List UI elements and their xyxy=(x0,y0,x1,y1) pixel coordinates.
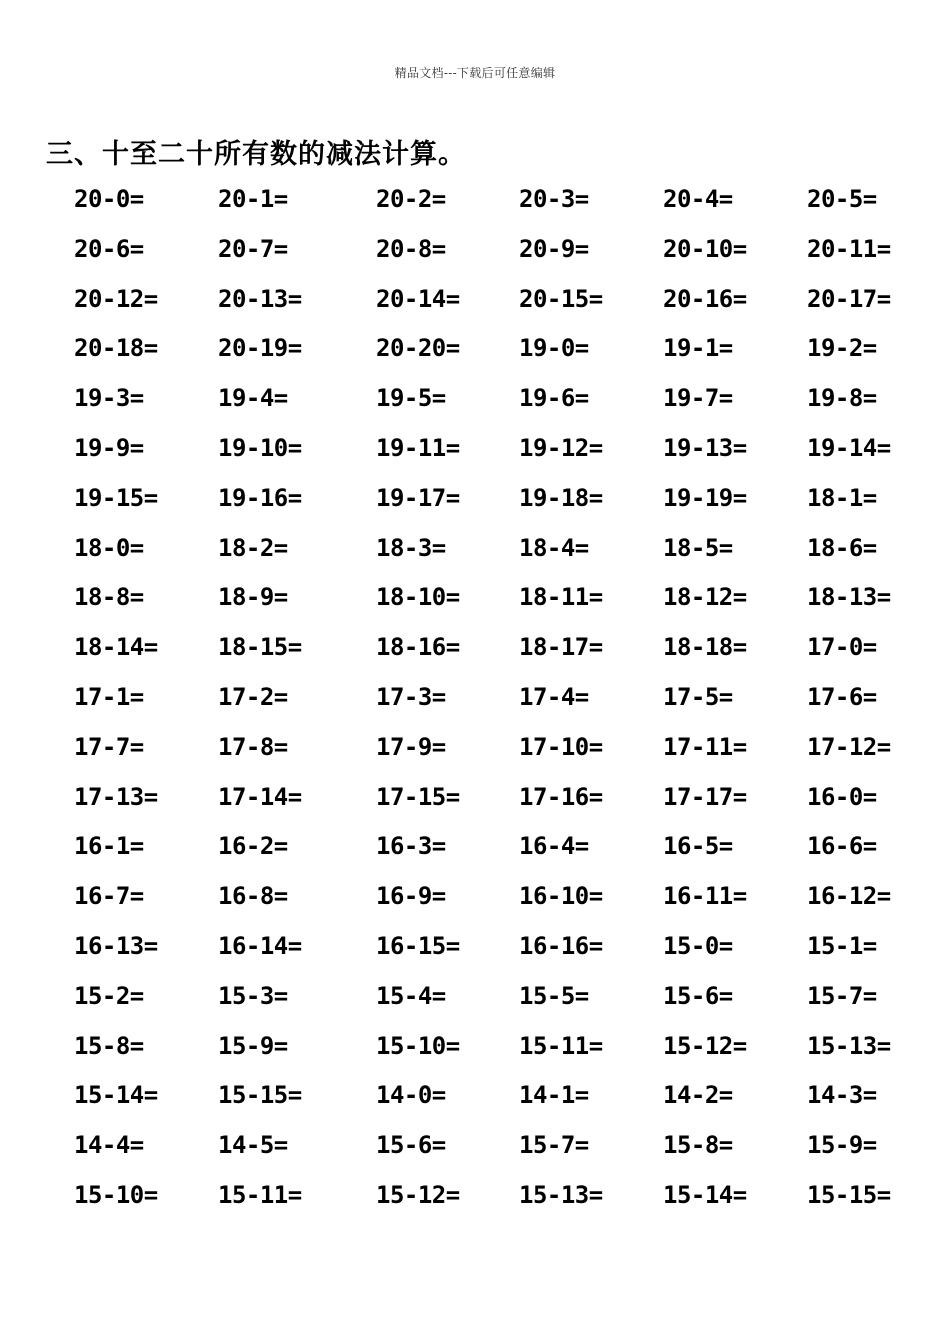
problem-row xyxy=(0,772,950,822)
subtraction-problem: 17-2= xyxy=(218,682,288,711)
subtraction-problem: 15-11= xyxy=(218,1180,302,1209)
subtraction-problem: 19-19= xyxy=(663,483,747,512)
subtraction-problem: 15-14= xyxy=(74,1081,158,1110)
subtraction-problem: 19-15= xyxy=(74,483,158,512)
subtraction-problem: 16-14= xyxy=(218,931,302,960)
subtraction-problem: 17-16= xyxy=(519,782,603,811)
problem-row xyxy=(0,373,950,423)
subtraction-problem: 15-6= xyxy=(376,1131,446,1160)
subtraction-problem: 16-9= xyxy=(376,882,446,911)
subtraction-problem: 18-8= xyxy=(74,583,144,612)
problem-row xyxy=(0,1120,950,1170)
subtraction-problem: 20-1= xyxy=(218,185,288,213)
subtraction-problem: 20-8= xyxy=(376,234,446,263)
problem-row xyxy=(0,672,950,722)
subtraction-problem: 20-18= xyxy=(74,334,158,363)
subtraction-problem: 19-4= xyxy=(218,384,288,413)
subtraction-problem: 16-5= xyxy=(663,832,733,861)
problem-row xyxy=(0,423,950,473)
subtraction-problem: 15-3= xyxy=(218,981,288,1010)
subtraction-problem: 19-14= xyxy=(807,433,891,462)
subtraction-problem: 20-13= xyxy=(218,284,302,313)
subtraction-problem: 15-9= xyxy=(807,1131,877,1160)
page-header-note: 精品文档---下载后可任意编辑 xyxy=(394,66,556,80)
subtraction-problem: 19-2= xyxy=(807,334,877,363)
subtraction-problem: 17-9= xyxy=(376,732,446,761)
subtraction-problem: 15-5= xyxy=(519,981,589,1010)
subtraction-problem: 18-18= xyxy=(663,633,747,662)
subtraction-problem: 20-19= xyxy=(218,334,302,363)
subtraction-problem: 16-8= xyxy=(218,882,288,911)
subtraction-problem: 19-16= xyxy=(218,483,302,512)
subtraction-problem: 16-15= xyxy=(376,931,460,960)
subtraction-problem: 18-4= xyxy=(519,533,589,562)
subtraction-problem: 20-20= xyxy=(376,334,460,363)
subtraction-problem: 15-12= xyxy=(376,1180,460,1209)
subtraction-problem: 14-4= xyxy=(74,1131,144,1160)
problem-row xyxy=(0,224,950,274)
subtraction-problem: 17-11= xyxy=(663,732,747,761)
subtraction-problem: 19-5= xyxy=(376,384,446,413)
subtraction-problem: 17-15= xyxy=(376,782,460,811)
subtraction-problem: 19-7= xyxy=(663,384,733,413)
subtraction-problem: 14-2= xyxy=(663,1081,733,1110)
subtraction-problem: 15-4= xyxy=(376,981,446,1010)
subtraction-problem: 16-2= xyxy=(218,832,288,861)
subtraction-problem: 15-6= xyxy=(663,981,733,1010)
subtraction-problem: 15-15= xyxy=(218,1081,302,1110)
subtraction-problem: 18-14= xyxy=(74,633,158,662)
subtraction-problem: 19-1= xyxy=(663,334,733,363)
problem-row xyxy=(0,821,950,871)
subtraction-problem: 17-5= xyxy=(663,682,733,711)
subtraction-problem: 15-1= xyxy=(807,931,877,960)
subtraction-problem: 19-3= xyxy=(74,384,144,413)
subtraction-problem: 20-2= xyxy=(376,185,446,213)
subtraction-problem: 18-11= xyxy=(519,583,603,612)
subtraction-problem: 17-12= xyxy=(807,732,891,761)
subtraction-problem: 16-10= xyxy=(519,882,603,911)
subtraction-problem: 20-3= xyxy=(519,185,589,213)
subtraction-problem: 18-0= xyxy=(74,533,144,562)
subtraction-problem: 15-7= xyxy=(519,1131,589,1160)
subtraction-problem: 20-5= xyxy=(807,185,877,213)
subtraction-problem: 18-5= xyxy=(663,533,733,562)
subtraction-problem: 17-3= xyxy=(376,682,446,711)
subtraction-problem: 16-6= xyxy=(807,832,877,861)
subtraction-problem: 20-9= xyxy=(519,234,589,263)
subtraction-problem: 15-8= xyxy=(663,1131,733,1160)
subtraction-problem: 19-6= xyxy=(519,384,589,413)
subtraction-problem: 16-3= xyxy=(376,832,446,861)
subtraction-problem: 18-15= xyxy=(218,633,302,662)
subtraction-problem: 17-8= xyxy=(218,732,288,761)
subtraction-problem: 20-4= xyxy=(663,185,733,213)
subtraction-problem: 17-1= xyxy=(74,682,144,711)
subtraction-problem: 20-12= xyxy=(74,284,158,313)
subtraction-problem: 20-6= xyxy=(74,234,144,263)
subtraction-problem: 19-10= xyxy=(218,433,302,462)
subtraction-problem: 18-12= xyxy=(663,583,747,612)
subtraction-problem: 20-15= xyxy=(519,284,603,313)
subtraction-problem: 15-12= xyxy=(663,1031,747,1060)
problem-row xyxy=(0,274,950,324)
subtraction-problem: 20-16= xyxy=(663,284,747,313)
subtraction-problem: 17-17= xyxy=(663,782,747,811)
subtraction-problem: 19-12= xyxy=(519,433,603,462)
problem-row xyxy=(0,523,950,573)
problem-row xyxy=(0,622,950,672)
subtraction-problem: 15-13= xyxy=(519,1180,603,1209)
subtraction-problem: 15-9= xyxy=(218,1031,288,1060)
subtraction-problem: 16-16= xyxy=(519,931,603,960)
subtraction-problem: 19-11= xyxy=(376,433,460,462)
problem-row xyxy=(0,174,950,224)
subtraction-problem: 18-13= xyxy=(807,583,891,612)
subtraction-problem: 15-2= xyxy=(74,981,144,1010)
subtraction-problem: 19-13= xyxy=(663,433,747,462)
subtraction-problem: 16-7= xyxy=(74,882,144,911)
subtraction-problem: 15-11= xyxy=(519,1031,603,1060)
subtraction-problem: 15-8= xyxy=(74,1031,144,1060)
problem-row xyxy=(0,572,950,622)
subtraction-problem: 20-14= xyxy=(376,284,460,313)
subtraction-problem: 20-7= xyxy=(218,234,288,263)
problem-row xyxy=(0,921,950,971)
subtraction-problem: 19-17= xyxy=(376,483,460,512)
subtraction-problem: 17-13= xyxy=(74,782,158,811)
subtraction-problem: 15-10= xyxy=(74,1180,158,1209)
subtraction-problem: 17-0= xyxy=(807,633,877,662)
subtraction-problem: 19-9= xyxy=(74,433,144,462)
subtraction-problem: 16-4= xyxy=(519,832,589,861)
subtraction-problem: 15-7= xyxy=(807,981,877,1010)
subtraction-problem: 14-1= xyxy=(519,1081,589,1110)
subtraction-problem: 18-9= xyxy=(218,583,288,612)
subtraction-problem: 16-1= xyxy=(74,832,144,861)
subtraction-problem: 18-16= xyxy=(376,633,460,662)
subtraction-problem: 20-11= xyxy=(807,234,891,263)
problem-row xyxy=(0,871,950,921)
problem-grid xyxy=(0,174,950,1220)
subtraction-problem: 20-0= xyxy=(74,185,144,213)
subtraction-problem: 17-14= xyxy=(218,782,302,811)
section-title: 三、十至二十所有数的减法计算。 xyxy=(46,139,466,170)
subtraction-problem: 14-0= xyxy=(376,1081,446,1110)
subtraction-problem: 15-14= xyxy=(663,1180,747,1209)
subtraction-problem: 14-5= xyxy=(218,1131,288,1160)
subtraction-problem: 19-8= xyxy=(807,384,877,413)
problem-row xyxy=(0,1070,950,1120)
subtraction-problem: 15-10= xyxy=(376,1031,460,1060)
subtraction-problem: 16-0= xyxy=(807,782,877,811)
subtraction-problem: 15-15= xyxy=(807,1180,891,1209)
problem-row xyxy=(0,1021,950,1071)
subtraction-problem: 17-6= xyxy=(807,682,877,711)
subtraction-problem: 14-3= xyxy=(807,1081,877,1110)
subtraction-problem: 18-17= xyxy=(519,633,603,662)
problem-row xyxy=(0,971,950,1021)
subtraction-problem: 19-0= xyxy=(519,334,589,363)
subtraction-problem: 18-1= xyxy=(807,483,877,512)
subtraction-problem: 20-17= xyxy=(807,284,891,313)
subtraction-problem: 17-10= xyxy=(519,732,603,761)
subtraction-problem: 17-7= xyxy=(74,732,144,761)
subtraction-problem: 20-10= xyxy=(663,234,747,263)
subtraction-problem: 18-3= xyxy=(376,533,446,562)
subtraction-problem: 17-4= xyxy=(519,682,589,711)
subtraction-problem: 16-12= xyxy=(807,882,891,911)
problem-row xyxy=(0,1170,950,1220)
subtraction-problem: 16-11= xyxy=(663,882,747,911)
subtraction-problem: 15-0= xyxy=(663,931,733,960)
problem-row xyxy=(0,473,950,523)
problem-row xyxy=(0,722,950,772)
subtraction-problem: 18-6= xyxy=(807,533,877,562)
subtraction-problem: 18-10= xyxy=(376,583,460,612)
problem-row xyxy=(0,323,950,373)
subtraction-problem: 18-2= xyxy=(218,533,288,562)
subtraction-problem: 19-18= xyxy=(519,483,603,512)
subtraction-problem: 16-13= xyxy=(74,931,158,960)
subtraction-problem: 15-13= xyxy=(807,1031,891,1060)
